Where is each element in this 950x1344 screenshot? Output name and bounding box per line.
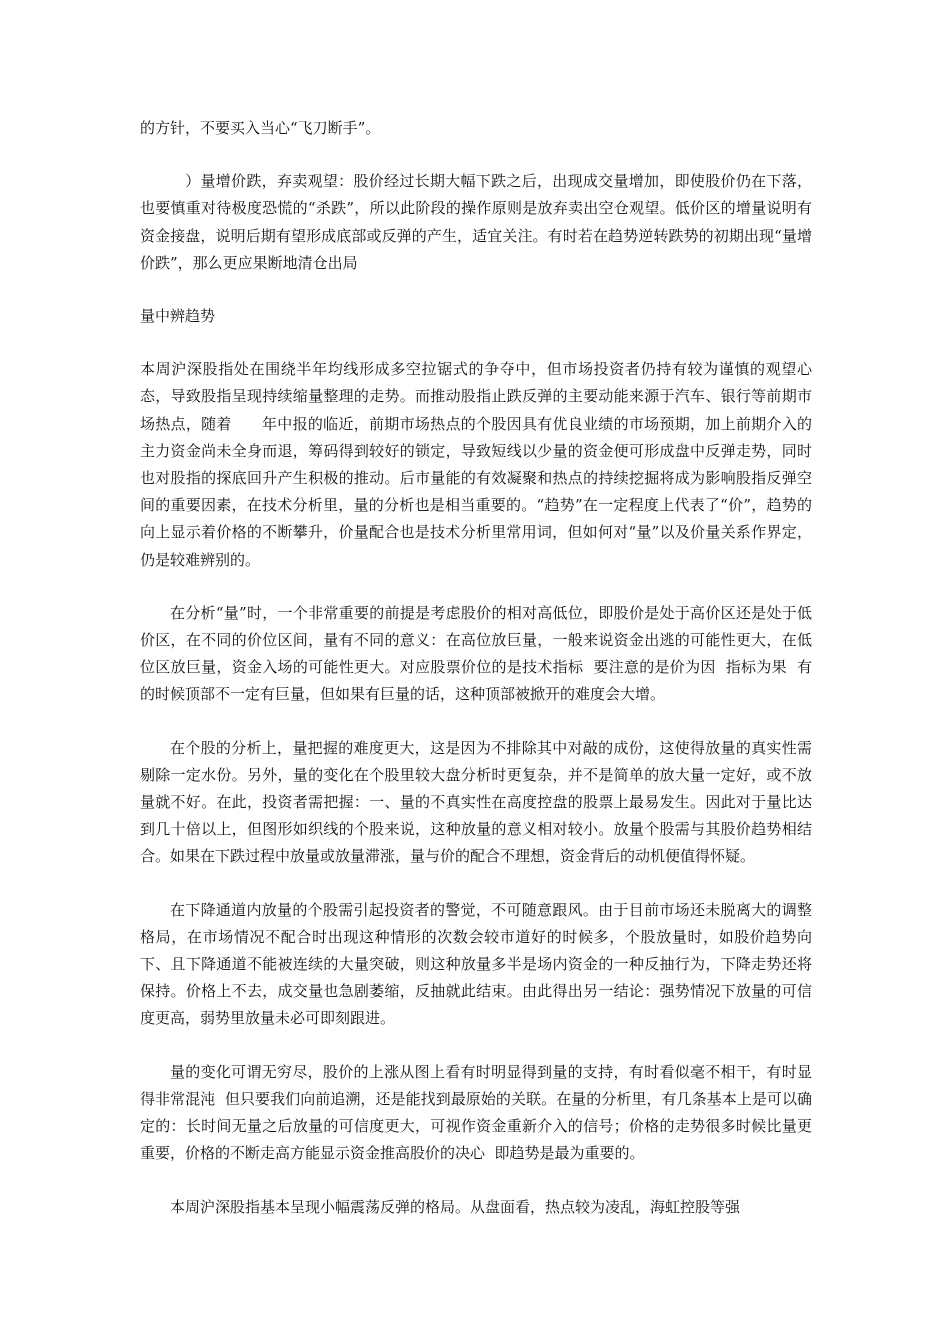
- paragraph-volume-variation: 量的变化可谓无穷尽，股价的上涨从图上看有时明显得到量的支持，有时看似毫不相干，有时显得非常混沌 但只要我们向前追溯，还是能找到最原始的关联。在量的分析里，有几条基本上是可以确定的：长时间无量之后放量的可信度更大，可视作资金重新介入的信号；价格的走势很多时候比量更重要，价格的不断走高方能显示资金推高股价的决心 即趋势是最为重要的。: [140, 1062, 812, 1163]
- paragraph-weekly-market: 本周沪深股指处在围绕半年均线形成多空拉锯式的争夺中，但市场投资者仍持有较为谨慎的观望心态，导致股指呈现持续缩量整理的走势。而推动股指止跌反弹的主要动能来源于汽车、银行等前期市场热点，随着 年中报的临近，前期市场热点的个股因具有优良业绩的市场预期，加上前期介入的主力资金尚未全身而退，筹码得到较好的锁定，导致短线以少量的资金便可形成盘中反弹走势，同时也对股指的探底回升产生积极的推动。后市量能的有效凝聚和热点的持续挖掘将成为影响股指反弹空间的重要因素，在技术分析里，量的分析也是相当重要的。“趋势”在一定程度上代表了“价”，趋势的向上显示着价格的不断攀升，价量配合也是技术分析里常用词，但如何对“量”以及价量关系作界定，仍是较难辨别的。: [140, 360, 812, 569]
- paragraph-price-position: 在分析“量”时，一个非常重要的前提是考虑股价的相对高低位，即股价是处于高价区还是处于低价区，在不同的价位区间，量有不同的意义：在高位放巨量，一般来说资金出逃的可能性更大，在低位区放巨量，资金入场的可能性更大。对应股票价位的是技术指标 要注意的是价为因 指标为果 有的时候顶部不一定有巨量，但如果有巨量的话，这种顶部被掀开的难度会大增。: [140, 603, 812, 704]
- paragraph-weekly-summary: 本周沪深股指基本呈现小幅震荡反弹的格局。从盘面看，热点较为凌乱，海虹控股等强: [170, 1197, 741, 1216]
- section-heading: 量中辨趋势: [140, 307, 216, 326]
- paragraph-individual-stocks: 在个股的分析上，量把握的难度更大，这是因为不排除其中对敲的成份，这使得放量的真实性需剔除一定水份。另外，量的变化在个股里较大盘分析时更复杂，并不是简单的放大量一定好，或不放量就不好。在此，投资者需把握：一、量的不真实性在高度控盘的股票上最易发生。因此对于量比达到几十倍以上，但图形如织线的个股来说，这种放量的意义相对较小。放量个股需与其股价趋势相结合。如果在下跌过程中放量或放量滞涨，量与价的配合不理想，资金背后的动机便值得怀疑。: [140, 738, 812, 866]
- paragraph-continuation: 的方针，不要买入当心“飞刀断手”。: [140, 119, 381, 137]
- document-body: [140, 115, 812, 1247]
- paragraph-volume-up-price-down: ）量增价跌，弃卖观望：股价经过长期大幅下跌之后，出现成交量增加，即使股价仍在下落，也要慎重对待极度恐慌的“杀跌”，所以此阶段的操作原则是放弃卖出空仓观望。低价区的增量说明有资金接盘，说明后期有望形成底部或反弹的产生，适宜关注。有时若在趋势逆转跌势的初期出现“量增价跌”，那么更应果断地清仓出局: [140, 172, 812, 272]
- paragraph-downtrend-channel: 在下降通道内放量的个股需引起投资者的警觉，不可随意跟风。由于目前市场还未脱离大的调整格局，在市场情况不配合时出现这种情形的次数会较市道好的时候多，个股放量时，如股价趋势向下、且下降通道不能被连续的大量突破，则这种放量多半是场内资金的一种反抽行为，下降走势还将保持。价格上不去，成交量也急剧萎缩，反抽就此结束。由此得出另一结论：强势情况下放量的可信度更高，弱势里放量未必可即刻跟进。: [140, 900, 812, 1028]
